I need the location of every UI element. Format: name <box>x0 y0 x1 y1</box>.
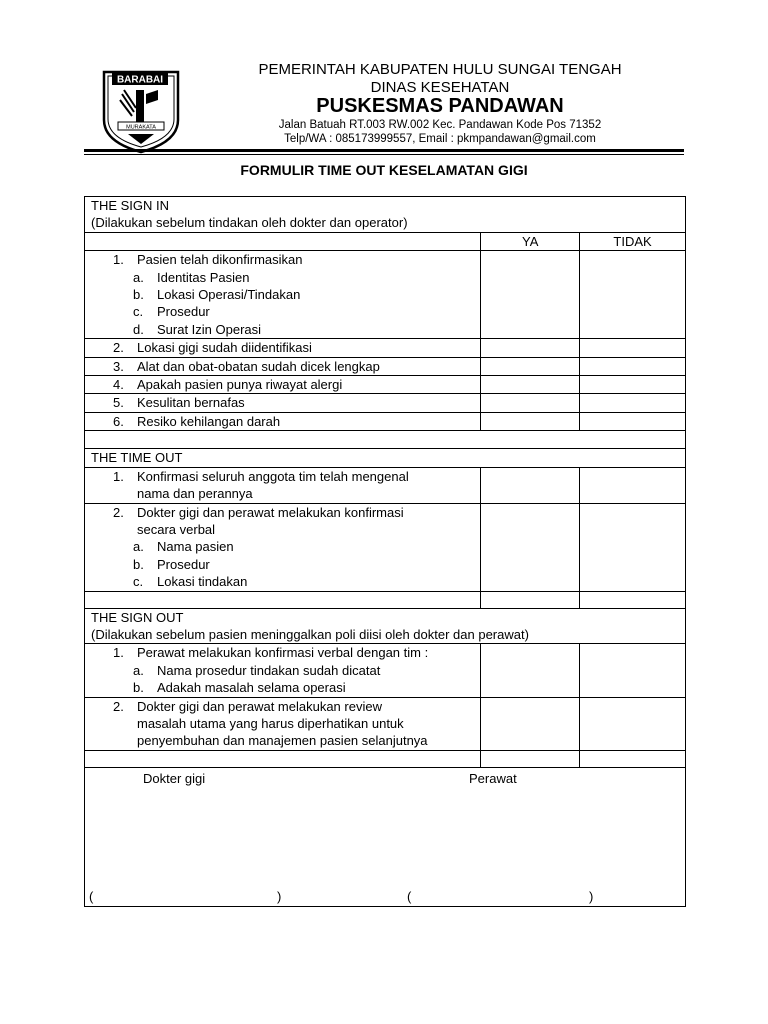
checkbox-cell-ya[interactable] <box>481 503 580 591</box>
list-item-continuation: secara verbal <box>137 521 216 537</box>
list-item-continuation: penyembuhan dan manajemen pasien selanjutnya <box>137 733 428 749</box>
nurse-name-close-paren: ) <box>589 888 594 904</box>
list-subitem: d. Surat Izin Operasi <box>133 321 262 337</box>
checkbox-cell-tidak[interactable] <box>580 339 686 357</box>
table-row <box>85 644 686 697</box>
table-row <box>85 394 686 412</box>
signature-cell <box>85 767 686 906</box>
checkbox-cell-tidak[interactable] <box>580 644 686 697</box>
list-item: 5. Kesulitan bernafas <box>113 395 245 411</box>
checkbox-cell-ya[interactable] <box>481 376 580 394</box>
table-row <box>85 503 686 591</box>
list-subitem: a. Nama prosedur tindakan sudah dicatat <box>133 662 381 678</box>
spacer-row <box>85 431 686 449</box>
sign-out-note: (Dilakukan sebelum pasien meninggalkan poli diisi oleh dokter dan perawat) <box>91 626 529 642</box>
column-tidak: TIDAK <box>580 232 686 250</box>
sign-out-header-row <box>85 608 686 644</box>
checkbox-cell-ya[interactable] <box>481 394 580 412</box>
list-item-continuation: nama dan perannya <box>137 486 253 502</box>
sign-out-heading: THE SIGN OUT <box>91 609 184 625</box>
spacer-row <box>85 591 686 608</box>
signature-row <box>85 767 686 906</box>
list-item: 2. Dokter gigi dan perawat melakukan konfirmasi <box>113 504 404 520</box>
checkbox-cell-tidak[interactable] <box>580 503 686 591</box>
list-item-continuation: masalah utama yang harus diperhatikan untuk <box>137 715 404 731</box>
checkbox-cell-tidak[interactable] <box>580 394 686 412</box>
table-row <box>85 467 686 503</box>
form-title: FORMULIR TIME OUT KESELAMATAN GIGI <box>240 162 528 178</box>
header-government: PEMERINTAH KABUPATEN HULU SUNGAI TENGAH <box>258 61 622 78</box>
checkbox-cell-ya[interactable] <box>481 251 580 339</box>
list-item: 1. Perawat melakukan konfirmasi verbal dengan tim : <box>113 645 429 661</box>
dentist-name-close-paren: ) <box>277 888 282 904</box>
list-item: 6. Resiko kehilangan darah <box>113 413 281 429</box>
checkbox-cell-ya[interactable] <box>481 644 580 697</box>
list-subitem: a. Nama pasien <box>133 539 234 555</box>
column-header-row <box>85 232 686 250</box>
checkbox-cell-tidak[interactable] <box>580 467 686 503</box>
sign-in-header-row <box>85 197 686 233</box>
table-row <box>85 357 686 375</box>
list-subitem: c. Lokasi tindakan <box>133 574 248 590</box>
sign-in-heading: THE SIGN IN <box>91 198 170 213</box>
checkbox-cell-tidak[interactable] <box>580 697 686 750</box>
checkbox-cell-ya[interactable] <box>481 697 580 750</box>
list-subitem: b. Lokasi Operasi/Tindakan <box>133 287 301 303</box>
checkbox-cell-ya[interactable] <box>481 467 580 503</box>
header-address: Jalan Batuah RT.003 RW.002 Kec. Pandawan Kode Pos 71352 <box>278 119 602 131</box>
puskesmas-logo <box>98 64 184 154</box>
nurse-signature-label: Perawat <box>469 770 517 786</box>
list-item: 4. Apakah pasien punya riwayat alergi <box>113 377 343 393</box>
dentist-signature-label: Dokter gigi <box>143 770 206 786</box>
list-subitem: c. Prosedur <box>133 304 210 320</box>
checkbox-cell-tidak[interactable] <box>580 357 686 375</box>
header-contact: Telp/WA : 085173999557, Email : pkmpandawan@gmail.com <box>284 133 596 145</box>
checkbox-cell-tidak[interactable] <box>580 251 686 339</box>
checkbox-cell-ya[interactable] <box>481 412 580 430</box>
list-item: 3. Alat dan obat-obatan sudah dicek lengkap <box>113 358 380 374</box>
list-item: 1. Pasien telah dikonfirmasikan <box>113 252 303 268</box>
dentist-name-open-paren: ( <box>89 888 94 904</box>
checkbox-cell-tidak[interactable] <box>580 412 686 430</box>
column-ya: YA <box>481 232 580 250</box>
list-subitem: b. Adakah masalah selama operasi <box>133 680 346 696</box>
header-rule-thick <box>84 149 684 152</box>
table-row <box>85 339 686 357</box>
list-subitem: b. Prosedur <box>133 556 210 572</box>
table-row <box>85 412 686 430</box>
header-rule-thin <box>84 154 684 155</box>
header-clinic-name: PUSKESMAS PANDAWAN <box>316 95 564 117</box>
time-out-heading: THE TIME OUT <box>85 449 686 467</box>
checkbox-cell-tidak[interactable] <box>580 376 686 394</box>
table-row <box>85 251 686 339</box>
checklist-table <box>84 196 686 907</box>
nurse-name-open-paren: ( <box>407 888 412 904</box>
list-item: 1. Konfirmasi seluruh anggota tim telah mengenal <box>113 468 409 484</box>
sign-in-note: (Dilakukan sebelum tindakan oleh dokter dan operator) <box>91 215 408 231</box>
list-subitem: a. Identitas Pasien <box>133 269 250 285</box>
list-item: 2. Lokasi gigi sudah diidentifikasi <box>113 340 312 356</box>
svg-text:BARABAI: BARABAI <box>116 74 164 86</box>
header-department: DINAS KESEHATAN <box>370 79 510 96</box>
checkbox-cell-ya[interactable] <box>481 357 580 375</box>
spacer-row <box>85 750 686 767</box>
svg-text:MURAKATA: MURAKATA <box>126 124 156 131</box>
table-row <box>85 376 686 394</box>
table-row <box>85 697 686 750</box>
time-out-header-row <box>85 449 686 467</box>
checkbox-cell-ya[interactable] <box>481 339 580 357</box>
list-item: 2. Dokter gigi dan perawat melakukan review <box>113 698 382 714</box>
